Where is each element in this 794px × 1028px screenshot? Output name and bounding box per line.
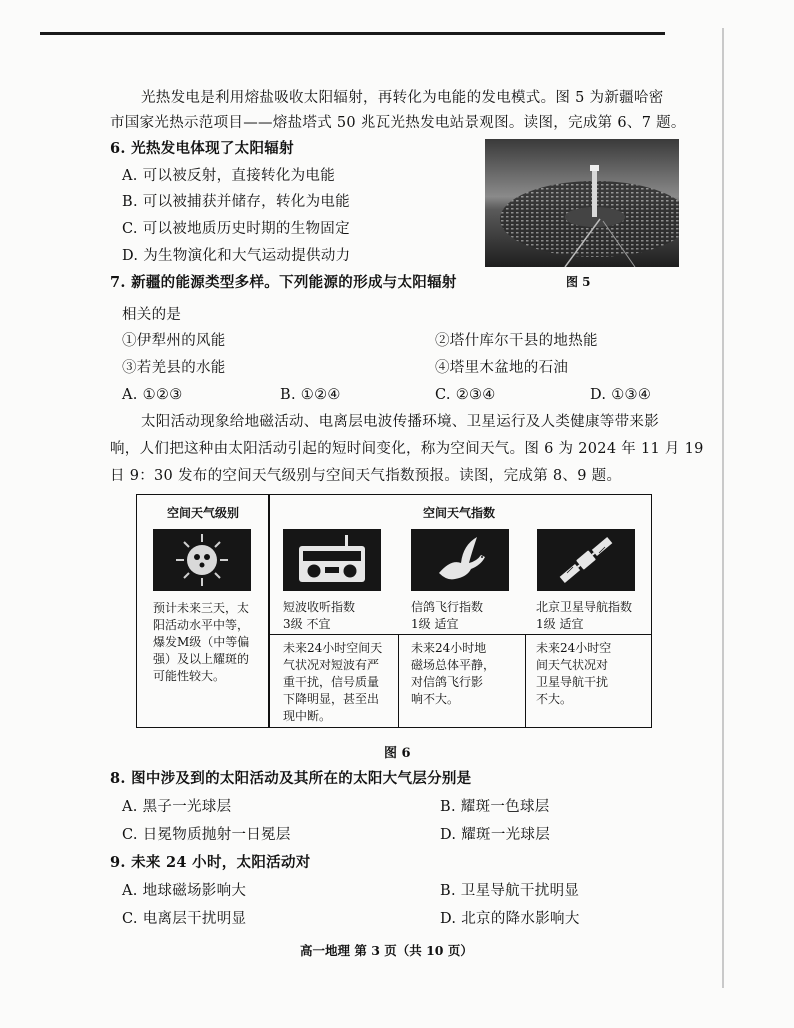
table-divider-col-3 bbox=[525, 635, 526, 727]
q6-option-a: A. 可以被反射，直接转化为电能 bbox=[122, 168, 335, 184]
table-divider-main bbox=[268, 495, 270, 727]
q9-option-d: D. 北京的降水影响大 bbox=[440, 911, 580, 927]
space-weather-table bbox=[136, 494, 652, 728]
q8-option-a: A. 黑子一光球层 bbox=[122, 799, 232, 815]
col2-text-3: 对信鸽飞行影 bbox=[411, 675, 484, 689]
q9-option-b: B. 卫星导航干扰明显 bbox=[440, 883, 580, 899]
sun-icon bbox=[153, 529, 251, 591]
q9-option-c: C. 电离层干扰明显 bbox=[122, 911, 247, 927]
col2-text-2: 磁场总体平静， bbox=[411, 658, 496, 672]
col1-text-3: 重干扰，信号质量 bbox=[283, 675, 380, 689]
table-right-header: 空间天气指数 bbox=[423, 506, 496, 520]
col1-level: 3级 不宜 bbox=[283, 617, 331, 631]
left-text-4: 强）及以上耀斑的 bbox=[153, 652, 250, 666]
q7-item-1: ①伊犁州的风能 bbox=[122, 333, 226, 349]
q6-stem: 6. 光热发电体现了太阳辐射 bbox=[110, 140, 294, 157]
q7-option-b: B. ①②④ bbox=[280, 387, 341, 403]
col2-text-4: 响不大。 bbox=[411, 692, 460, 706]
col3-text-3: 卫星导航干扰 bbox=[536, 675, 609, 689]
table-left-header: 空间天气级别 bbox=[167, 506, 240, 520]
col1-text-4: 下降明显，甚至出 bbox=[283, 692, 380, 706]
radio-icon bbox=[283, 529, 381, 591]
q8-option-c: C. 日冕物质抛射一日冕层 bbox=[122, 827, 291, 843]
left-text-3: 爆发M级（中等偏 bbox=[153, 635, 250, 649]
fig5-caption: 图 5 bbox=[566, 275, 591, 289]
intro2-line-3: 日 9：30 发布的空间天气级别与空间天气指数预报。读图，完成第 8、9 题。 bbox=[110, 468, 622, 484]
q7-option-a: A. ①②③ bbox=[122, 387, 183, 403]
col1-text-5: 现中断。 bbox=[283, 709, 332, 723]
q8-option-b: B. 耀斑一色球层 bbox=[440, 799, 550, 815]
col1-text-1: 未来24小时空间天 bbox=[283, 641, 383, 655]
q7-stem-line-1: 7. 新疆的能源类型多样。下列能源的形成与太阳辐射 bbox=[110, 274, 457, 291]
intro2-line-2: 响，人们把这种由太阳活动引起的短时间变化，称为空间天气。图 6 为 2024 年 11 月 19 bbox=[110, 441, 704, 457]
col3-level: 1级 适宜 bbox=[536, 617, 584, 631]
q7-option-d: D. ①③④ bbox=[590, 387, 652, 403]
dove-icon bbox=[411, 529, 509, 591]
col2-level: 1级 适宜 bbox=[411, 617, 459, 631]
side-rule bbox=[722, 28, 724, 988]
q6-option-b: B. 可以被捕获并储存，转化为电能 bbox=[122, 194, 350, 210]
col3-text-1: 未来24小时空 bbox=[536, 641, 612, 655]
page-footer: 高一地理 第 3 页（共 10 页） bbox=[300, 943, 473, 958]
intro-line-2: 市国家光热示范项目——熔盐塔式 50 兆瓦光热发电站景观图。读图，完成第 6、7 题。 bbox=[110, 115, 686, 131]
left-text-1: 预计未来三天，太 bbox=[153, 601, 250, 615]
col3-text-2: 间天气状况对 bbox=[536, 658, 609, 672]
q6-option-d: D. 为生物演化和大气运动提供动力 bbox=[122, 248, 351, 264]
col1-text-2: 气状况对短波有严 bbox=[283, 658, 380, 672]
intro2-line-1: 太阳活动现象给地磁活动、电离层电波传播环境、卫星运行及人类健康等带来影 bbox=[141, 414, 659, 430]
col2-title: 信鸽飞行指数 bbox=[411, 600, 484, 614]
q7-stem-line-2: 相关的是 bbox=[122, 307, 182, 323]
q9-option-a: A. 地球磁场影响大 bbox=[122, 883, 247, 899]
col3-title: 北京卫星导航指数 bbox=[536, 600, 633, 614]
table-divider-row bbox=[268, 634, 652, 635]
satellite-icon bbox=[537, 529, 635, 591]
table-divider-col-2 bbox=[398, 635, 399, 727]
left-text-2: 阳活动水平中等， bbox=[153, 618, 250, 632]
fig6-caption: 图 6 bbox=[384, 746, 411, 761]
col2-text-1: 未来24小时地 bbox=[411, 641, 487, 655]
q6-option-c: C. 可以被地质历史时期的生物固定 bbox=[122, 221, 350, 237]
q7-option-c: C. ②③④ bbox=[435, 387, 496, 403]
q7-item-3: ③若羌县的水能 bbox=[122, 360, 226, 376]
q7-item-4: ④塔里木盆地的石油 bbox=[435, 360, 569, 376]
col3-text-4: 不大。 bbox=[536, 692, 573, 706]
q8-option-d: D. 耀斑一光球层 bbox=[440, 827, 551, 843]
q9-stem: 9. 未来 24 小时，太阳活动对 bbox=[110, 854, 311, 871]
q7-item-2: ②塔什库尔干县的地热能 bbox=[435, 333, 598, 349]
solar-plant-photo bbox=[485, 139, 679, 267]
col1-title: 短波收听指数 bbox=[283, 600, 356, 614]
q8-stem: 8. 图中涉及到的太阳活动及其所在的太阳大气层分别是 bbox=[110, 770, 472, 787]
top-rule bbox=[40, 32, 665, 35]
intro-line-1: 光热发电是利用熔盐吸收太阳辐射，再转化为电能的发电模式。图 5 为新疆哈密 bbox=[141, 90, 664, 106]
left-text-5: 可能性较大。 bbox=[153, 669, 226, 683]
